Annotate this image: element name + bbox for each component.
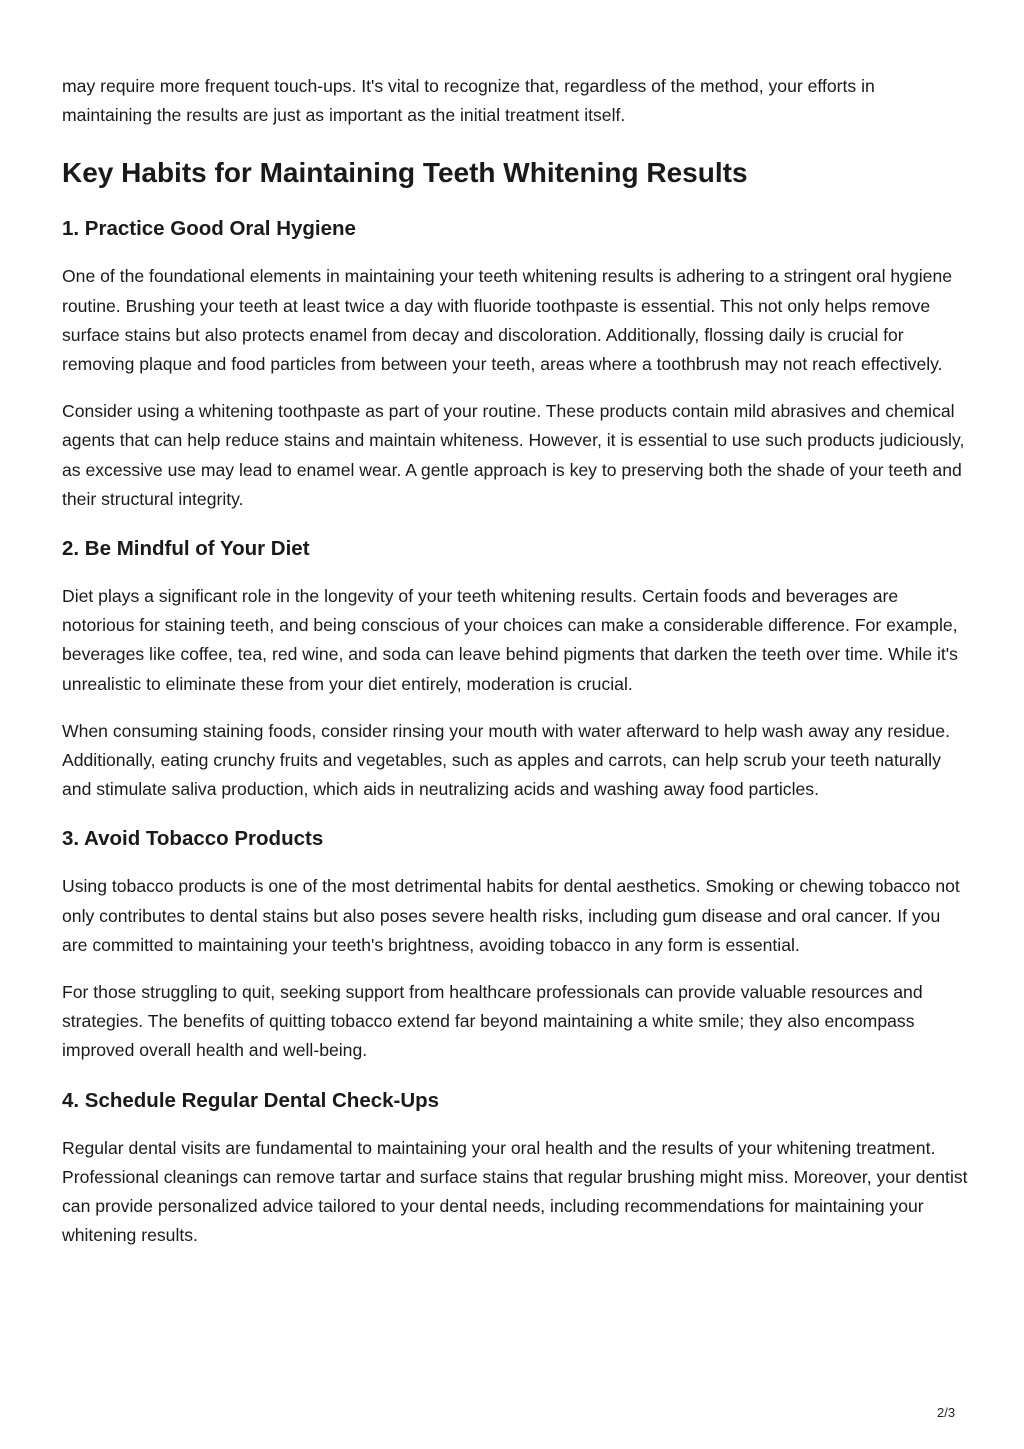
section-paragraph: For those struggling to quit, seeking support from healthcare professionals can provide valuable resources and strategies. The benefits of quitting tobacco extend far beyond maintaining a white smile; they also encompass improved overall health and well-being. [62,982,923,1061]
section-heading: 3. Avoid Tobacco Products [62,827,324,851]
section-oral-hygiene [62,214,968,514]
section-heading: 2. Be Mindful of Your Diet [62,537,310,561]
section-paragraph: When consuming staining foods, consider rinsing your mouth with water afterward to help wash away any residue. Additionally, eating crunchy fruits and vegetables, such as apples and carrots, can help scrub your teeth naturally and stimulate saliva production, which aids in neutralizing acids and washing away food particles. [62,720,950,800]
section-tobacco [62,824,968,1065]
section-paragraph: Diet plays a significant role in the longevity of your teeth whitening results. Certain foods and beverages are notorious for staining teeth, and being conscious of your choices can make a considerable difference. For example, beverages like coffee, tea, red wine, and soda can leave behind pigments that darken the teeth over time. While it's unrealistic to eliminate these from your diet entirely, moderation is crucial. [62,586,958,694]
section-paragraph: Regular dental visits are fundamental to maintaining your oral health and the results of your whitening treatment. Professional cleanings can remove tartar and surface stains that regular brushing might miss. Moreover, your dentist can provide personalized advice tailored to your dental needs, including recommendations for maintaining your whitening results. [62,1137,968,1246]
section-heading: 4. Schedule Regular Dental Check-Ups [62,1088,440,1112]
section-diet [62,534,968,804]
document-page [62,72,968,1268]
section-dental-checkups [62,1086,968,1251]
intro-paragraph: may require more frequent touch-ups. It's vital to recognize that, regardless of the method, your efforts in maintaining the results are just as important as the initial treatment itself. [62,76,875,126]
main-heading: Key Habits for Maintaining Teeth Whitening Results [62,157,748,189]
section-paragraph: Consider using a whitening toothpaste as part of your routine. These products contain mild abrasives and chemical agents that can help reduce stains and maintain whiteness. However, it is essential to use such products judiciously, as excessive use may lead to enamel wear. A gentle approach is key to preserving both the shade of your teeth and their structural integrity. [62,401,965,509]
page-number: 2/3 [937,1405,956,1420]
section-paragraph: One of the foundational elements in maintaining your teeth whitening results is adhering to a stringent oral hygiene routine. Brushing your teeth at least twice a day with fluoride toothpaste is essential. This not only helps remove surface stains but also protects enamel from decay and discoloration. Additionally, flossing daily is crucial for removing plaque and food particles from between your teeth, areas where a toothbrush may not reach effectively. [62,266,953,375]
section-heading: 1. Practice Good Oral Hygiene [62,217,356,241]
section-paragraph: Using tobacco products is one of the most detrimental habits for dental aesthetics. Smoking or chewing tobacco not only contributes to dental stains but also poses severe health risks, including gum disease and oral cancer. If you are committed to maintaining your teeth's brightness, avoiding tobacco in any form is essential. [62,876,960,955]
